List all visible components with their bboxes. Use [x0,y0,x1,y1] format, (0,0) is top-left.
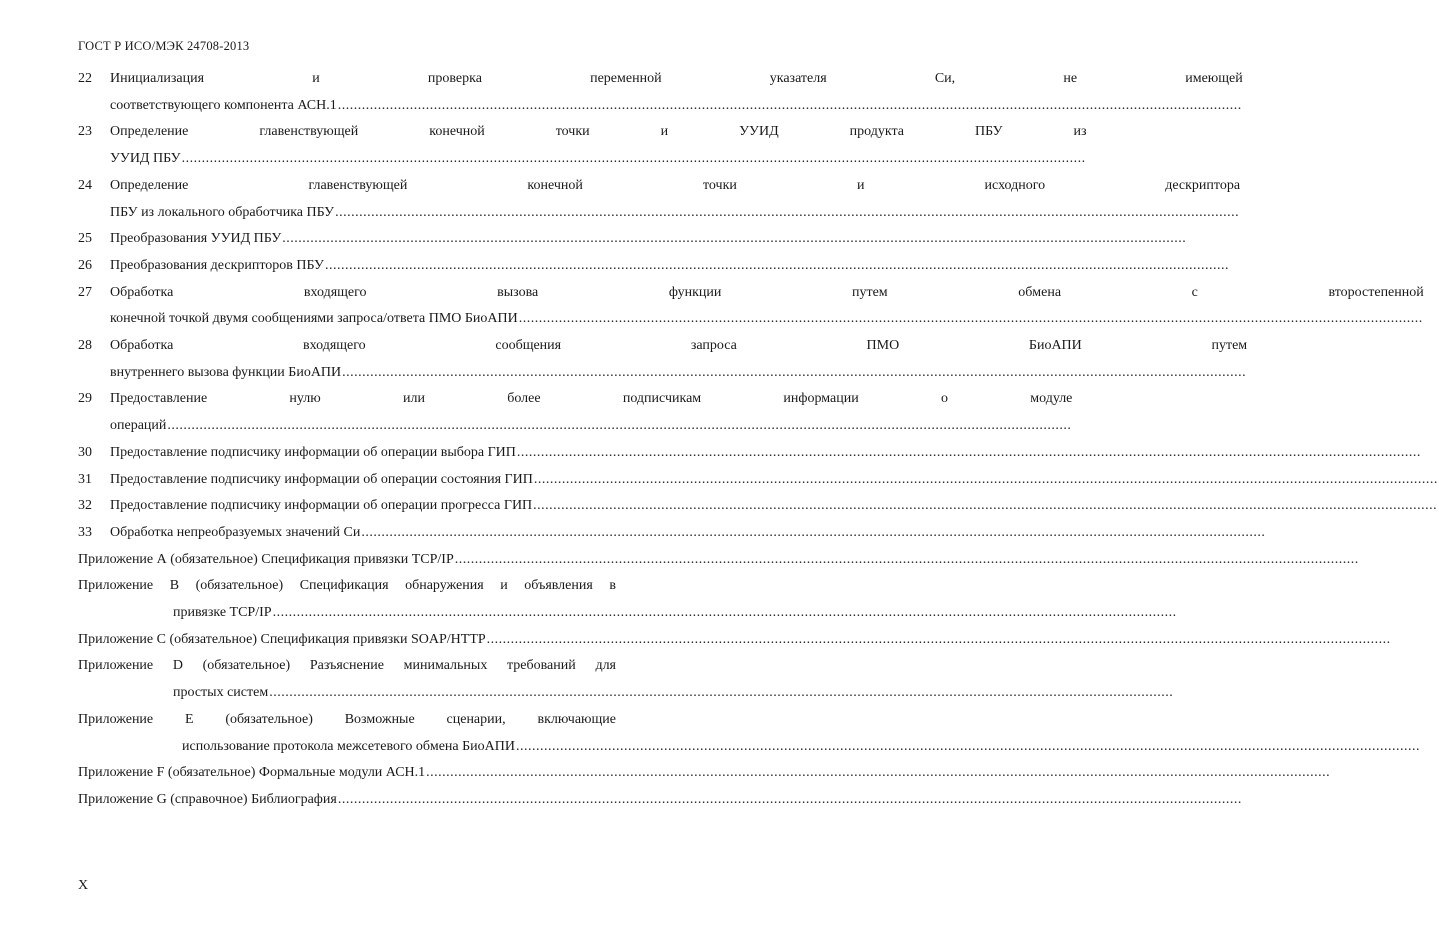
toc-number: 23 [78,124,92,140]
toc-line: Обработка непреобразуемых значений Си [110,524,361,540]
leader-dots [517,440,1421,467]
toc-entry-25[interactable] [78,226,616,253]
toc-line: Определение главенствующей конечной точки и исходного дескриптора [110,177,1241,193]
toc-number: 26 [78,257,92,273]
leader-dots [487,627,1391,654]
toc-line: Приложение С (обязательное) Спецификация привязки SOAP/HTTP [78,631,486,647]
toc-line: Инициализация и проверка переменной указателя Си, не имеющей [110,71,1243,86]
toc-line: Предоставление нулю или более подписчикам информации о модуле [110,391,1073,407]
toc-entry-24[interactable] [78,173,1241,226]
toc-entry-32[interactable] [78,493,616,520]
toc-line: операций [110,418,167,434]
toc-line: конечной точкой двумя сообщениями запроса/ответа ПМО БиоАПИ [110,311,518,327]
toc-entry-22[interactable] [78,66,1243,119]
leader-dots [282,226,1186,253]
leader-dots [426,760,1330,787]
leader-dots [335,200,1239,227]
toc-appendix-f[interactable] [78,760,616,787]
toc-line: Приложение G (справочное) Библиография [78,791,337,807]
toc-appendix-d[interactable] [78,653,616,706]
leader-dots [167,413,1071,440]
page-header: ГОСТ Р ИСО/МЭК 24708-2013 [78,39,250,53]
table-of-contents [78,66,1424,814]
leader-dots [534,467,1438,494]
leader-dots [342,360,1246,387]
leader-dots [182,146,1086,173]
leader-dots [273,600,1177,627]
toc-entry-29[interactable] [78,386,1073,439]
leader-dots [338,787,1242,814]
toc-line: ПБУ из локального обработчика ПБУ [110,204,335,220]
toc-entry-30[interactable] [78,440,616,467]
toc-line: Приложение D (обязательное) Разъяснение минимальных требований для [78,658,616,674]
toc-number: 22 [78,71,92,86]
toc-line: Предоставление подписчику информации об операции выбора ГИП [110,444,516,460]
toc-appendix-g[interactable] [78,787,616,814]
leader-dots [455,547,1359,574]
leader-dots [519,306,1423,333]
toc-number: 29 [78,391,92,407]
page-number: X [78,878,89,893]
toc-entry-26[interactable] [78,253,616,280]
toc-line: использование протокола межсетевого обмена БиоАПИ [182,738,515,754]
leader-dots [533,493,1437,520]
toc-appendix-b[interactable] [78,573,616,626]
toc-entry-31[interactable] [78,467,616,494]
toc-number: 33 [78,524,92,540]
toc-line: Преобразования УУИД ПБУ [110,231,282,247]
toc-line: Предоставление подписчику информации об операции состояния ГИП [110,471,533,487]
toc-line: УУИД ПБУ [110,151,181,167]
toc-line: соответствующего компонента АСН.1 [110,97,337,113]
toc-line: привязке TCP/IP [173,605,272,621]
toc-entry-33[interactable] [78,520,616,547]
toc-line: простых систем [173,685,269,701]
leader-dots [361,520,1265,547]
toc-line: Преобразования дескрипторов ПБУ [110,257,324,273]
leader-dots [325,253,1229,280]
toc-number: 32 [78,498,92,514]
toc-line: внутреннего вызова функции БиоАПИ [110,364,342,380]
toc-line: Приложение В (обязательное) Спецификация обнаружения и объявления в [78,578,616,594]
toc-line: Приложение F (обязательное) Формальные модули АСН.1 [78,765,426,781]
toc-appendix-c[interactable] [78,627,616,654]
leader-dots [338,93,1242,120]
toc-entry-23[interactable] [78,119,1087,172]
toc-appendix-e[interactable] [78,707,616,760]
toc-line: Приложение А (обязательное) Спецификация привязки TCP/IP [78,551,454,567]
toc-number: 31 [78,471,92,487]
toc-line: Обработка входящего сообщения запроса ПМО БиоАПИ путем [110,338,1248,354]
toc-appendix-a[interactable] [78,547,616,574]
toc-number: 25 [78,231,92,247]
toc-number: 24 [78,177,92,193]
toc-line: Предоставление подписчику информации об операции прогресса ГИП [110,498,533,514]
leader-dots [516,734,1420,761]
toc-entry-27[interactable] [78,280,1424,333]
toc-number: 27 [78,284,92,300]
leader-dots [269,680,1173,707]
toc-line: Обработка входящего вызова функции путем обмена с второстепенной [110,284,1424,300]
toc-line: Определение главенствующей конечной точки и УУИД продукта ПБУ из [110,124,1087,140]
toc-entry-28[interactable] [78,333,1248,386]
toc-line: Приложение Е (обязательное) Возможные сценарии, включающие [78,711,616,727]
toc-number: 28 [78,338,92,354]
toc-number: 30 [78,444,92,460]
